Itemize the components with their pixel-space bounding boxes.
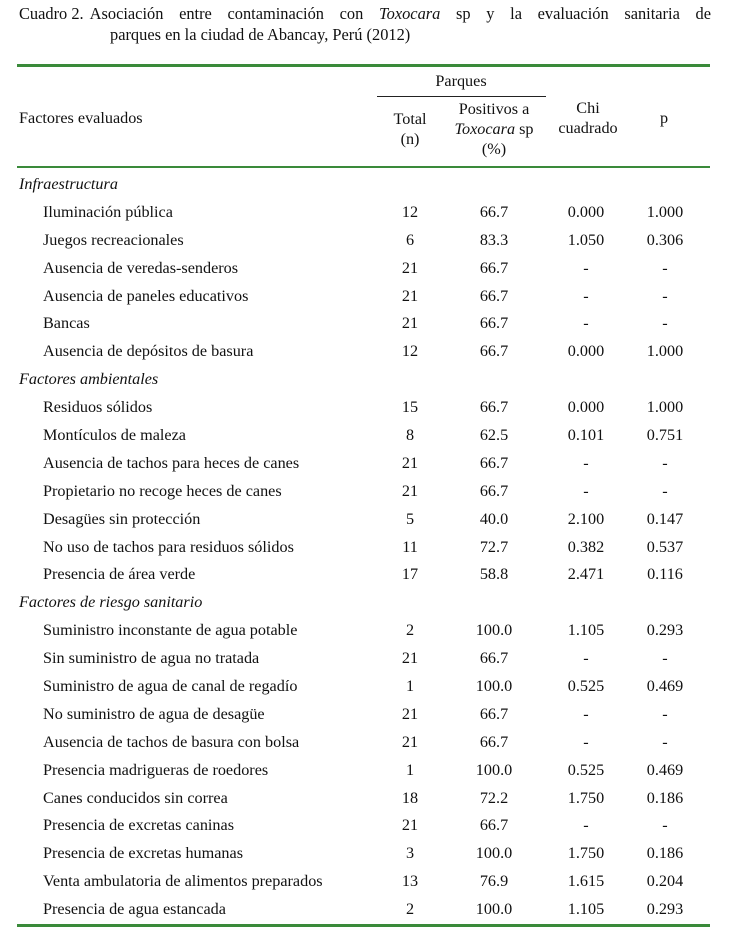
total-cell: 8 xyxy=(405,426,415,445)
table-top-rule xyxy=(17,64,710,67)
chi-cuadrado-cell: 1.750 xyxy=(567,844,605,863)
factor-name: Venta ambulatoria de alimentos preparados xyxy=(43,872,323,891)
p-value-cell: 0.116 xyxy=(647,565,683,584)
chi-cuadrado-cell: - xyxy=(583,314,589,333)
table-row xyxy=(0,895,736,923)
table-row xyxy=(0,477,736,505)
chi-cuadrado-cell: - xyxy=(583,453,589,472)
chi-cuadrado-cell: 2.100 xyxy=(567,509,605,528)
positivos-cell: 66.7 xyxy=(479,398,509,417)
header-total-line-1: Total xyxy=(393,110,427,128)
p-value-cell: - xyxy=(662,704,668,723)
p-value-cell: 0.469 xyxy=(646,677,684,696)
header-chi-cuadrado xyxy=(556,98,620,138)
table-row xyxy=(0,560,736,588)
caption-title-line-1 xyxy=(90,3,711,24)
positivos-cell: 100.0 xyxy=(475,900,513,919)
table-row xyxy=(0,616,736,644)
positivos-cell: 76.9 xyxy=(479,872,509,891)
chi-cuadrado-cell: 1.050 xyxy=(567,230,605,249)
total-cell: 1 xyxy=(405,677,415,696)
p-value-cell: - xyxy=(662,286,668,305)
header-chi-line-2: cuadrado xyxy=(558,119,618,137)
total-cell: 21 xyxy=(401,816,419,835)
total-cell: 17 xyxy=(401,565,419,584)
factor-name: Juegos recreacionales xyxy=(43,230,184,249)
header-positivos-line-2 xyxy=(440,119,548,139)
factor-name: No uso de tachos para residuos sólidos xyxy=(43,537,294,556)
factor-name: Ausencia de paneles educativos xyxy=(43,286,249,305)
header-p: p xyxy=(659,109,669,127)
p-value-cell: 0.186 xyxy=(646,844,684,863)
factor-name: Presencia de excretas humanas xyxy=(43,844,244,863)
total-cell: 6 xyxy=(405,230,415,249)
table-row xyxy=(0,700,736,728)
table-row xyxy=(0,867,736,895)
header-total xyxy=(384,109,436,149)
section-title: Infraestructura xyxy=(19,175,118,193)
table-row xyxy=(0,811,736,839)
table-row xyxy=(0,254,736,282)
positivos-cell: 40.0 xyxy=(479,509,509,528)
header-positivos-line-1: Positivos a xyxy=(458,100,530,118)
total-cell: 15 xyxy=(401,398,419,417)
p-value-cell: 0.147 xyxy=(646,509,684,528)
chi-cuadrado-cell: - xyxy=(583,481,589,500)
total-cell: 3 xyxy=(405,844,415,863)
caption-label: Cuadro 2. xyxy=(19,4,84,23)
chi-cuadrado-cell: 1.750 xyxy=(567,788,605,807)
chi-cuadrado-cell: 0.525 xyxy=(567,760,605,779)
chi-cuadrado-cell: - xyxy=(583,286,589,305)
caption-title-line-2: parques en la ciudad de Abancay, Perú (2012) xyxy=(110,25,411,44)
factor-name: Canes conducidos sin correa xyxy=(43,788,228,807)
factor-name: Presencia de área verde xyxy=(43,565,196,584)
factor-name: Bancas xyxy=(43,314,90,333)
factor-name: Iluminación pública xyxy=(43,202,173,221)
table-row xyxy=(0,728,736,756)
section-title: Factores de riesgo sanitario xyxy=(19,593,203,612)
chi-cuadrado-cell: 0.000 xyxy=(567,398,605,417)
positivos-cell: 100.0 xyxy=(475,677,513,696)
header-total-line-2: (n) xyxy=(400,130,420,148)
positivos-cell: 83.3 xyxy=(479,230,509,249)
header-positivos-italic: Toxocara xyxy=(454,120,516,138)
total-cell: 1 xyxy=(405,760,415,779)
parques-underline xyxy=(377,96,546,97)
table-row xyxy=(0,756,736,784)
table-row xyxy=(0,421,736,449)
chi-cuadrado-cell: - xyxy=(583,816,589,835)
chi-cuadrado-cell: 0.382 xyxy=(567,537,605,556)
positivos-cell: 66.7 xyxy=(479,258,509,277)
factor-name: Presencia de excretas caninas xyxy=(43,816,235,835)
chi-cuadrado-cell: - xyxy=(583,649,589,668)
total-cell: 21 xyxy=(401,258,419,277)
p-value-cell: - xyxy=(662,732,668,751)
chi-cuadrado-cell: 2.471 xyxy=(567,565,605,584)
total-cell: 21 xyxy=(401,286,419,305)
total-cell: 21 xyxy=(401,481,419,500)
positivos-cell: 66.7 xyxy=(479,481,509,500)
total-cell: 21 xyxy=(401,649,419,668)
total-cell: 13 xyxy=(401,872,419,891)
positivos-cell: 58.8 xyxy=(479,565,509,584)
positivos-cell: 100.0 xyxy=(475,844,513,863)
total-cell: 2 xyxy=(405,621,415,640)
p-value-cell: - xyxy=(662,816,668,835)
factor-name: Ausencia de depósitos de basura xyxy=(43,342,254,361)
caption-line-1 xyxy=(19,3,711,24)
p-value-cell: 0.537 xyxy=(646,537,684,556)
p-value-cell: 0.186 xyxy=(646,788,684,807)
chi-cuadrado-cell: 0.000 xyxy=(567,202,605,221)
factor-name: Montículos de maleza xyxy=(43,426,186,445)
factor-name: Presencia de agua estancada xyxy=(43,900,226,919)
total-cell: 5 xyxy=(405,509,415,528)
positivos-cell: 100.0 xyxy=(475,760,513,779)
p-value-cell: 0.306 xyxy=(646,230,684,249)
header-chi-line-1: Chi xyxy=(576,99,600,117)
p-value-cell: 0.293 xyxy=(646,900,684,919)
total-cell: 21 xyxy=(401,732,419,751)
positivos-cell: 66.7 xyxy=(479,286,509,305)
total-cell: 12 xyxy=(401,202,419,221)
factor-name: Suministro de agua de canal de regadío xyxy=(43,677,298,696)
chi-cuadrado-cell: 0.525 xyxy=(567,677,605,696)
chi-cuadrado-cell: - xyxy=(583,704,589,723)
p-value-cell: - xyxy=(662,314,668,333)
positivos-cell: 66.7 xyxy=(479,732,509,751)
p-value-cell: - xyxy=(662,453,668,472)
header-positivos xyxy=(440,99,548,159)
table-row xyxy=(0,784,736,812)
table-row xyxy=(0,393,736,421)
table-row xyxy=(0,839,736,867)
p-value-cell: 1.000 xyxy=(646,342,684,361)
chi-cuadrado-cell: 1.105 xyxy=(567,621,605,640)
positivos-cell: 66.7 xyxy=(479,314,509,333)
factor-name: No suministro de agua de desagüe xyxy=(43,704,265,723)
factor-name: Ausencia de tachos de basura con bolsa xyxy=(43,732,300,751)
total-cell: 11 xyxy=(402,537,418,556)
factor-name: Desagües sin protección xyxy=(43,509,201,528)
chi-cuadrado-cell: 0.000 xyxy=(567,342,605,361)
total-cell: 12 xyxy=(401,342,419,361)
p-value-cell: 0.469 xyxy=(646,760,684,779)
factor-name: Suministro inconstante de agua potable xyxy=(43,621,298,640)
total-cell: 2 xyxy=(405,900,415,919)
factor-name: Sin suministro de agua no tratada xyxy=(43,649,260,668)
positivos-cell: 66.7 xyxy=(479,453,509,472)
p-value-cell: 0.293 xyxy=(646,621,684,640)
table-row xyxy=(0,449,736,477)
p-value-cell: - xyxy=(662,258,668,277)
positivos-cell: 72.7 xyxy=(479,537,509,556)
header-positivos-sp: sp xyxy=(519,120,534,138)
positivos-cell: 100.0 xyxy=(475,621,513,640)
p-value-cell: 0.751 xyxy=(646,426,684,445)
header-factores: Factores evaluados xyxy=(19,109,143,127)
total-cell: 21 xyxy=(401,453,419,472)
table-row xyxy=(0,644,736,672)
header-parques: Parques xyxy=(435,72,487,90)
p-value-cell: 0.204 xyxy=(646,872,684,891)
table-header-rule xyxy=(17,166,710,168)
positivos-cell: 66.7 xyxy=(479,342,509,361)
factor-name: Residuos sólidos xyxy=(43,398,153,417)
p-value-cell: 1.000 xyxy=(646,202,684,221)
positivos-cell: 66.7 xyxy=(479,704,509,723)
positivos-cell: 66.7 xyxy=(479,202,509,221)
section-row xyxy=(0,170,736,198)
caption-text-pre: Asociación entre contaminación con xyxy=(89,4,364,23)
chi-cuadrado-cell: - xyxy=(583,258,589,277)
factor-name: Propietario no recoge heces de canes xyxy=(43,481,282,500)
factor-name: Ausencia de tachos para heces de canes xyxy=(43,453,300,472)
positivos-cell: 72.2 xyxy=(479,788,509,807)
table-row xyxy=(0,672,736,700)
section-title: Factores ambientales xyxy=(19,370,159,389)
factor-name: Ausencia de veredas-senderos xyxy=(43,258,239,277)
table-body xyxy=(0,170,736,923)
table-caption xyxy=(19,3,711,45)
table-row xyxy=(0,533,736,561)
positivos-cell: 66.7 xyxy=(479,816,509,835)
chi-cuadrado-cell: 0.101 xyxy=(567,426,605,445)
total-cell: 21 xyxy=(401,314,419,333)
table-row xyxy=(0,198,736,226)
total-cell: 21 xyxy=(401,704,419,723)
section-row xyxy=(0,588,736,616)
factor-name: Presencia madrigueras de roedores xyxy=(43,760,269,779)
chi-cuadrado-cell: 1.615 xyxy=(567,872,605,891)
total-cell: 18 xyxy=(401,788,419,807)
caption-text-italic: Toxocara xyxy=(379,4,441,23)
p-value-cell: - xyxy=(662,481,668,500)
header-positivos-line-3: (%) xyxy=(481,140,507,158)
table-row xyxy=(0,226,736,254)
table-row xyxy=(0,505,736,533)
chi-cuadrado-cell: 1.105 xyxy=(567,900,605,919)
p-value-cell: 1.000 xyxy=(646,398,684,417)
table-row xyxy=(0,309,736,337)
section-row xyxy=(0,365,736,393)
positivos-cell: 66.7 xyxy=(479,649,509,668)
p-value-cell: - xyxy=(662,649,668,668)
caption-text-post: sp y la evaluación sanitaria de xyxy=(456,4,711,23)
table-row xyxy=(0,337,736,365)
chi-cuadrado-cell: - xyxy=(583,732,589,751)
positivos-cell: 62.5 xyxy=(479,426,509,445)
table-bottom-rule xyxy=(17,924,710,927)
table-row xyxy=(0,282,736,310)
